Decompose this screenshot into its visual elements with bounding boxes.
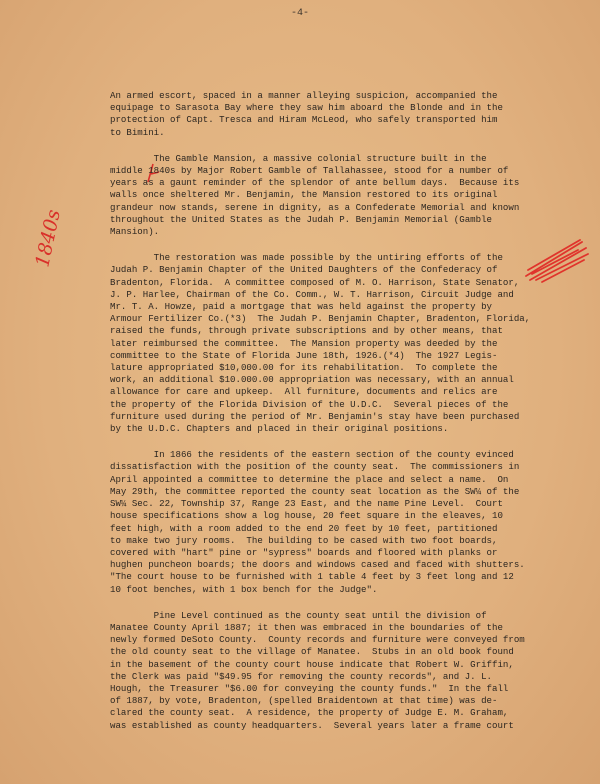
text-line: Bradenton, Florida. A committee composed of M. O. Harrison, State Senator, [110,276,520,288]
text-line: work, an additional $10.000.00 appropriation was necessary, with an annual [110,374,514,386]
text-line: Manatee County April 1887; it then was embraced in the boundaries of the [110,621,503,633]
text-line: covered with "hart" pine or "sypress" boards and floored with planks or [110,546,498,558]
text-line: An armed escort, spaced in a manner alleying suspicion, accompanied the [110,90,498,101]
text-line: raised the funds, through private subscriptions and by other means, that [110,325,503,337]
text-line: hughen puncheon boards; the doors and windows cased and faced with shutters. [110,559,525,571]
text-line: walls once sheltered Mr. Benjamin, the Mansion restored to its original [110,189,498,201]
text-line: April appointed a committee to determine the place and select a name. On [110,473,509,485]
paragraph [110,252,550,435]
text-line: of 1887, by vote, Bradenton, (spelled Braidentown at that time) was de- [110,695,498,707]
text-line: years as a gaunt reminder of the splendor of ante bellum days. Because its [110,177,520,189]
text-line: J. P. Harlee, Chairman of the Co. Comm., W. T. Harrison, Circuit Judge and [110,288,514,300]
text-line: to Bimini. [110,126,165,138]
document-body [110,90,550,746]
paragraph [110,610,550,732]
text-line: allowance for care and upkeep. All furniture, documents and relics are [110,386,498,398]
text-line: to make two jury rooms. The building to be cased with two foot boards, [110,534,498,546]
text-line: The Gamble Mansion, a massive colonial structure built in the [110,152,487,164]
text-line: Mr. T. A. Howze, paid a mortgage that was held against the property by [110,301,492,313]
text-line: May 29th, the committee reported the county seat location as the SW¼ of the [110,485,520,497]
text-line: "The court house to be furnished with 1 table 4 feet by 3 feet long and 12 [110,571,514,583]
text-line: was established as county headquarters. Several years later a frame court [110,719,514,731]
handwritten-margin-note [22,210,62,270]
text-line: equipage to Sarasota Bay where they saw him aboard the Blonde and in the [110,102,503,114]
margin-note-text: 1840s [31,210,62,270]
text-line: feet high, with a room added to the end 20 feet by 10 feet, partitioned [110,522,498,534]
text-line: 10 foot benches, with 1 box bench for the Judge". [110,583,378,595]
text-line: Judah P. Benjamin Chapter of the United Daughters of the Confederacy of [110,264,498,276]
text-line: In 1866 the residents of the eastern section of the county evinced [110,449,514,461]
page-number: -4- [290,8,309,19]
text-line: middle 1840s by Major Robert Gamble of Tallahassee, stood for a number of [110,165,509,177]
text-line: grandeur now stands, serene in dignity, as a Confederate Memorial and known [110,201,520,213]
text-line: The restoration was made possible by the untiring efforts of the [110,252,503,264]
text-line: Hough, the Treasurer "$6.00 for conveying the county funds." In the fall [110,682,509,694]
text-line: the property of the Florida Division of the U.D.C. Several pieces of the [110,398,509,410]
text-line: in the basement of the county court house indicate that Robert W. Griffin, [110,658,514,670]
margin-note-graphic [22,210,62,270]
text-line: later reimbursed the committee. The Mansion property was deeded by the [110,337,498,349]
text-line: newly formed DeSoto County. County records and furniture were conveyed from [110,634,525,646]
text-line: lature appropriated $10,000.00 for its rehabilitation. To complete the [110,362,498,374]
text-line: the Clerk was paid "$49.95 for removing the county records", and J. L. [110,670,492,682]
paragraph [110,449,550,595]
text-line: throughout the United States as the Judah P. Benjamin Memorial (Gamble [110,213,492,225]
text-line: Pine Level continued as the county seat until the division of [110,609,487,621]
text-line: dissatisfaction with the position of the county seat. The commissioners in [110,461,520,473]
text-line: house specifications show a log house, 20 feet square in the eleaves, 10 [110,510,503,522]
text-line: the old county seat to the village of Manatee. Stubs in an old book found [110,646,514,658]
text-line: Armour Fertilizer Co.(*3) The Judah P. Benjamin Chapter, Bradenton, Florida, [110,313,531,325]
paragraph [110,153,550,238]
text-line: SW¼ Sec. 22, Township 37, Range 23 East, and the name Pine Level. Court [110,498,503,510]
text-line: committee to the State of Florida June 18th, 1926.(*4) The 1927 Legis- [110,349,498,361]
text-line: clared the county seat. A residence, the property of Judge E. M. Graham, [110,707,509,719]
text-line: by the U.D.C. Chapters and placed in their original positions. [110,423,449,435]
text-line: protection of Capt. Tresca and Hiram McLeod, who safely transported him [110,114,498,126]
paragraph [110,90,550,139]
text-line: furniture used during the period of Mr. Benjamin's stay have been purchased [110,410,520,422]
text-line: Mansion). [110,226,160,238]
